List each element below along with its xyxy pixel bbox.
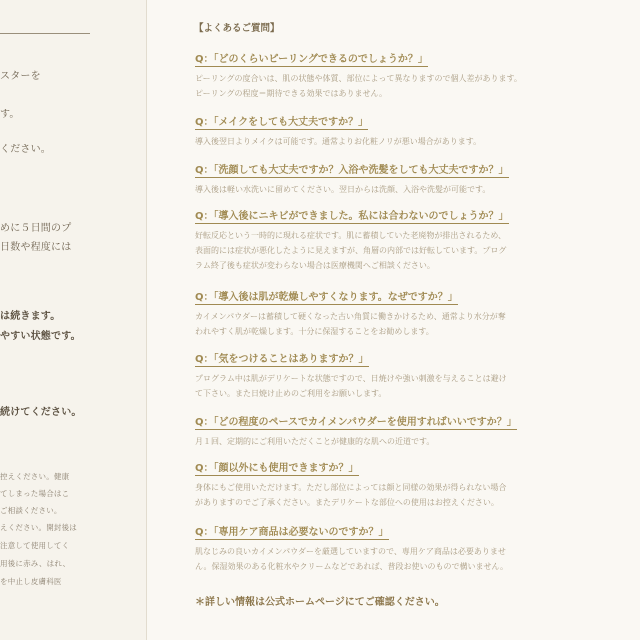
faq-answer-line: 肌なじみの良いカイメンパウダーを厳選していますので、専用ケア商品は必要ありませ <box>195 547 506 556</box>
faq-answer-line: ん。保湿効果のある化粧水やクリームなどであれば、普段お使いのもので構いません。 <box>195 562 508 571</box>
faq-answer-line: ラム終了後も症状が変わらない場合は医療機関へご相談ください。 <box>195 261 435 270</box>
faq-question: Q：「洗顔しても大丈夫ですか？入浴や洗髪をしても大丈夫ですか？」 <box>195 161 509 178</box>
left-text-line: ください。 <box>0 144 51 155</box>
faq-answer-line: 導入後は軽い水洗いに留めてください。翌日からは洗顔、入浴や洗髪が可能です。 <box>195 185 491 194</box>
faq-answer-line: 導入後翌日よりメイクは可能です。通常よりお化粧ノリが悪い場合があります。 <box>195 137 482 146</box>
faq-answer <box>195 309 595 339</box>
faq-answer <box>195 480 595 510</box>
official-site-note: ＊詳しい情報は公式ホームページにてご確認ください。 <box>195 597 445 608</box>
faq-answer-line: カイメンパウダーは蓄積して硬くなった古い角質に働きかけるため、通常より水分が奪 <box>195 312 506 321</box>
left-text-line: やすい状態です。 <box>0 331 81 342</box>
left-text-line: スターを <box>0 71 41 82</box>
faq-answer-line: ピーリングの程度＝期待できる効果ではありません。 <box>195 89 387 98</box>
left-text-line: す。 <box>0 109 20 120</box>
left-text-line: を中止し皮膚科医 <box>0 577 62 586</box>
faq-answer-line: 好転反応という一時的に現れる症状です。肌に蓄積していた老廃物が排出されるため、 <box>195 231 507 240</box>
faq-answer <box>195 371 595 401</box>
faq-question: Q：「専用ケア商品は必要ないのですか？」 <box>195 523 389 540</box>
faq-question: Q：「顔以外にも使用できますか？」 <box>195 459 359 476</box>
left-text-line: 控えください。健康 <box>0 472 70 481</box>
faq-question: Q：「気をつけることはありますか？」 <box>195 350 369 367</box>
faq-answer <box>195 228 595 273</box>
left-text-line: えください。開封後は <box>0 523 77 532</box>
faq-answer-line: 表面的には症状が悪化したように見えますが、角層の内部では好転しています。プログ <box>195 246 507 255</box>
left-text-line: は続きます。 <box>0 311 61 322</box>
faq-question: Q：「どのくらいピーリングできるのでしょうか？」 <box>195 50 428 67</box>
faq-question: Q：「導入後は肌が乾燥しやすくなります。なぜですか？」 <box>195 288 458 305</box>
section-rule <box>0 33 90 34</box>
faq-answer <box>195 71 595 101</box>
left-text-line: 続けてください。 <box>0 407 82 418</box>
left-text-line: ご相談ください。 <box>0 506 62 515</box>
faq-question: Q：「メイクをしても大丈夫ですか？」 <box>195 113 368 130</box>
faq-heading: 【よくあるご質問】 <box>194 23 280 34</box>
faq-question: Q：「どの程度のペースでカイメンパウダーを使用すればいいですか？」 <box>195 413 517 430</box>
left-text-line: 用後に赤み、はれ、 <box>0 559 71 568</box>
faq-answer-line: ピーリングの度合いは、肌の状態や体質、部位によって異なりますので個人差があります。 <box>195 74 522 83</box>
faq-answer-line: て下さい。また日焼け止めのご利用をお願いします。 <box>195 389 387 398</box>
left-text-line: てしまった場合はこ <box>0 489 70 498</box>
left-instructions-panel <box>0 0 146 640</box>
faq-answer-line: われやすく肌が乾燥します。十分に保湿することをお勧めします。 <box>195 327 434 336</box>
faq-answer <box>195 182 595 197</box>
faq-question: Q：「導入後にニキビができました。私には合わないのでしょうか？」 <box>195 207 509 224</box>
faq-answer-line: がありますのでご了承ください。またデリケートな部位への使用はお控えください。 <box>195 498 499 507</box>
faq-answer-line: 身体にもご使用いただけます。ただし部位によっては顔と同様の効果が得られない場合 <box>195 483 507 492</box>
faq-answer <box>195 434 595 449</box>
faq-answer <box>195 544 595 574</box>
faq-answer-line: プログラム中は肌がデリケートな状態ですので、日焼けや強い刺激を与えることは避け <box>195 374 507 383</box>
left-text-line: 注意して使用してく <box>0 541 70 550</box>
faq-panel <box>147 0 640 640</box>
faq-answer <box>195 134 595 149</box>
left-text-line: めに５日間のプ <box>0 223 72 234</box>
faq-answer-line: 月１回、定期的にご利用いただくことが健康的な肌への近道です。 <box>195 437 435 446</box>
left-text-line: 日数や程度には <box>0 242 72 253</box>
